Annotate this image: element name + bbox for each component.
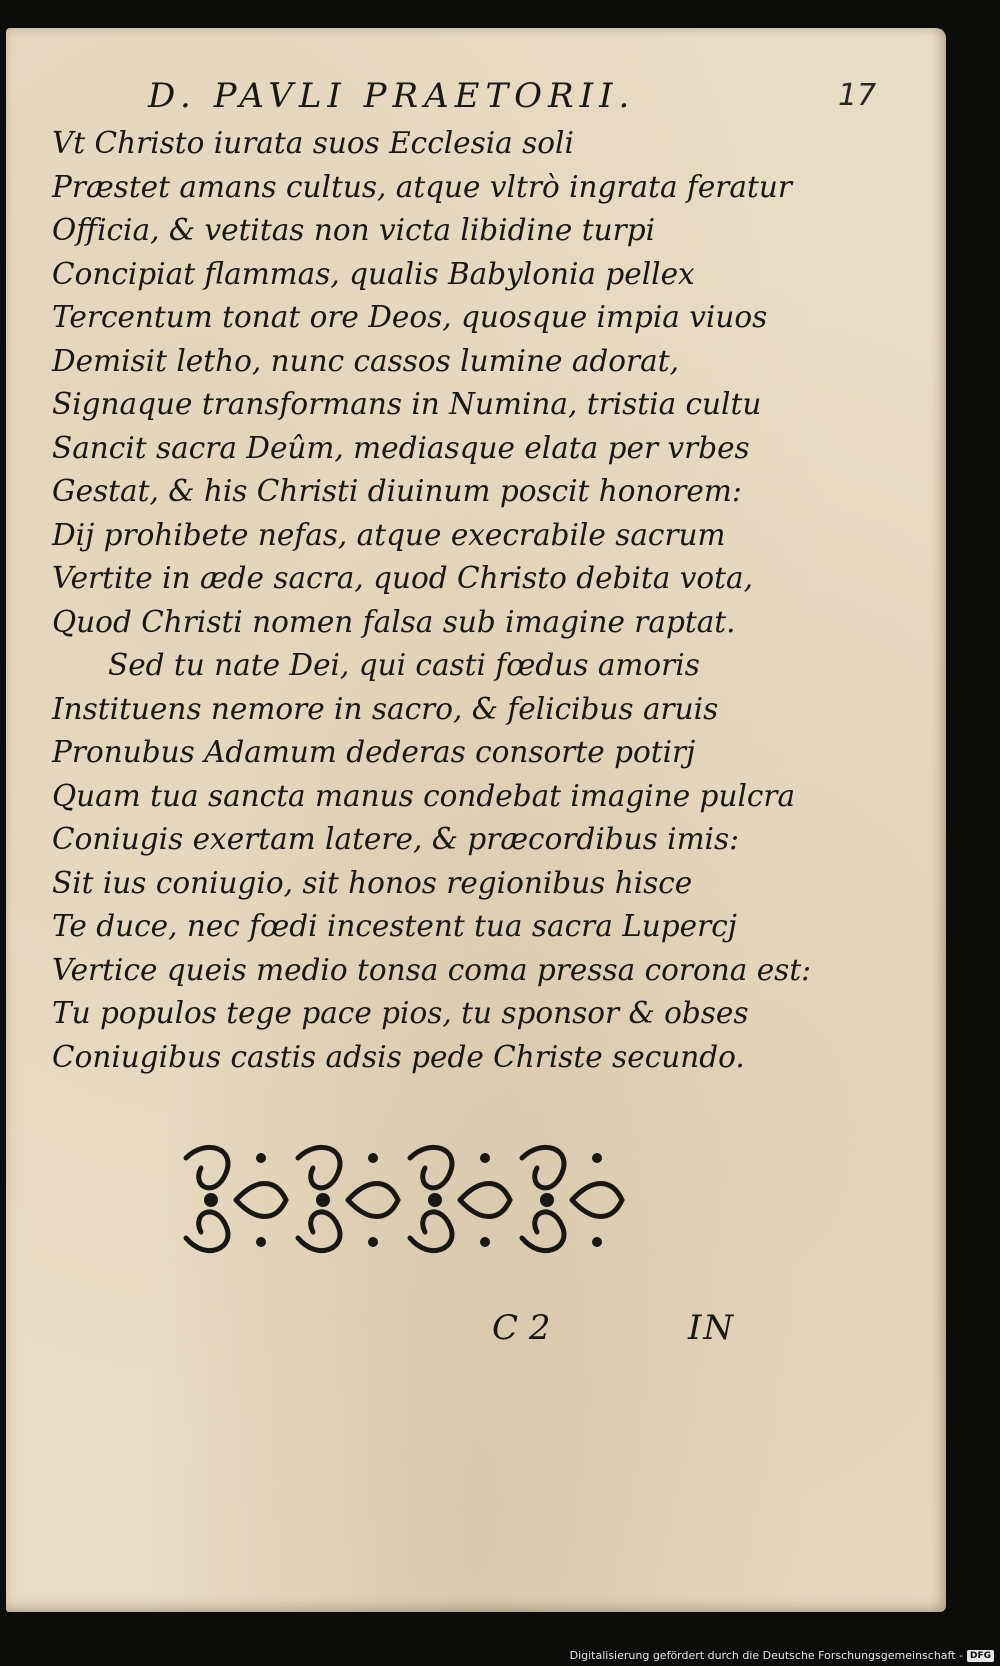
verse-line: Tu populos tege pace pios, tu sponsor & obses [52,996,749,1030]
verse-line: Coniugibus castis adsis pede Christe secundo. [52,1039,745,1074]
digitization-credit [570,1649,994,1662]
decorative-ornament [176,1138,636,1262]
credit-text: Digitalisierung gefördert durch die Deutsche Forschungsgemeinschaft - [569,1649,963,1662]
verse-line: Quam tua sancta manus condebat imagine pulcra [52,778,796,813]
verse-line: Sit ius coniugio, sit honos regionibus hisce [52,865,693,900]
verse-line: Sed tu nate Dei, qui casti fœdus amoris [108,648,700,682]
signature-mark: C 2 [492,1308,551,1348]
ornament-tile [522,1147,622,1250]
verse-line: Concipiat flammas, qualis Babylonia pellex [52,256,695,291]
verse-line: Quod Christi nomen falsa sub imagine raptat. [52,604,736,639]
verse-line: Tercentum tonat ore Deos, quosque impia viuos [52,300,768,334]
verse-line: Signaque transformans in Numina, tristia cultu [52,387,762,421]
ornament-tile [410,1147,510,1250]
verse-line: Gestat, & his Christi diuinum poscit honorem: [52,474,742,508]
verse-line: Vt Christo iurata suos Ecclesia soli [52,126,574,160]
verse-line: Pronubus Adamum dederas consorte potirj [52,735,696,769]
dfg-logo: DFG [967,1650,994,1662]
verse-line: Sancit sacra Deûm, mediasque elata per vrbes [52,430,750,465]
verse-line: Officia, & vetitas non victa libidine turpi [52,213,656,247]
verse-line: Vertice queis medio tonsa coma pressa corona est: [52,952,812,987]
catchword: IN [688,1308,736,1348]
verse-line: Demisit letho, nunc cassos lumine adorat, [52,343,679,378]
page-number: 17 [838,78,877,113]
poem-text [52,122,812,1079]
verse-line: Te duce, nec fœdi incestent tua sacra Lupercj [52,909,737,943]
verse-line: Præstet amans cultus, atque vltrò ingrata feratur [52,169,792,204]
verse-line: Coniugis exertam latere, & præcordibus imis: [52,822,740,856]
verse-line: Dij prohibete nefas, atque execrabile sacrum [52,517,726,552]
verse-line: Vertite in æde sacra, quod Christo debita vota, [52,561,753,595]
ornament-tile [186,1147,286,1250]
ornament-tile [298,1147,398,1250]
running-title: D. PAVLI PRAETORII. [148,76,636,116]
verse-line: Instituens nemore in sacro, & felicibus aruis [52,691,719,726]
